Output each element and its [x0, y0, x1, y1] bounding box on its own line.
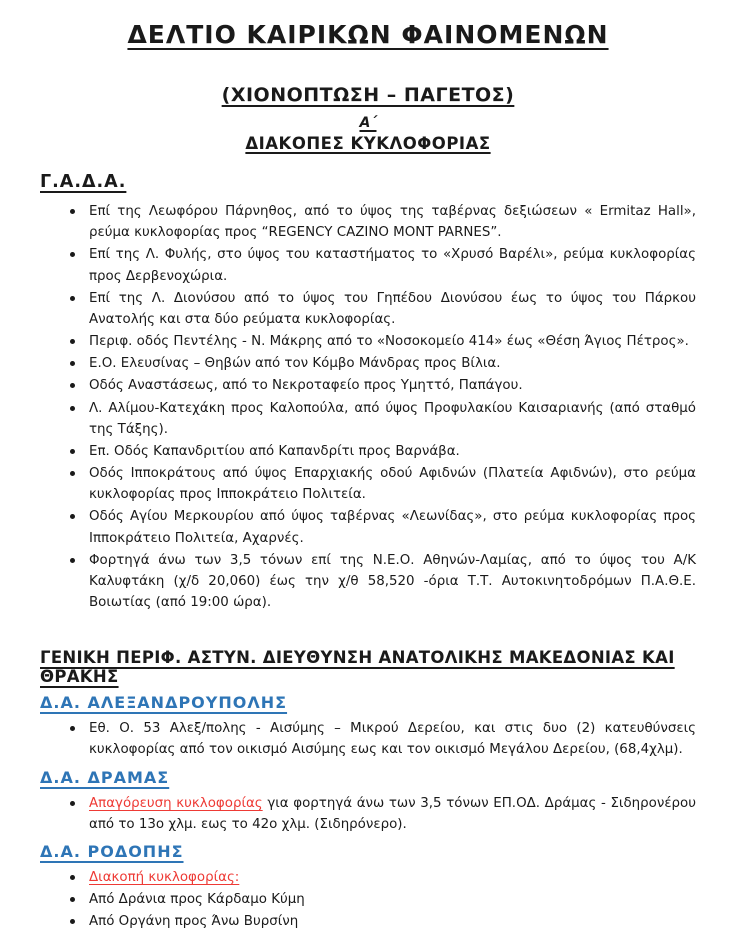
alexandroupolis-closure-list [40, 718, 696, 760]
section-title: ΔΙΑΚΟΠΕΣ ΚΥΚΛΟΦΟΡΙΑΣ [245, 134, 491, 153]
rodopi-closure-list [40, 867, 696, 932]
road-closure-item: Επί της Λ. Διονύσου από το ύψος του Γηπέδου Διονύσου έως το ύψος του Πάρκου Ανατολής και στα δύο ρεύματα κυκλοφορίας. [68, 288, 696, 330]
da-rodopi-heading: Δ.Α. ΡΟΔΟΠΗΣ [40, 841, 184, 861]
road-closure-item: Από Δράνια προς Κάρδαμο Κύμη [68, 889, 696, 910]
road-closure-item: Οδός Ιπποκράτους από ύψος Επαρχιακής οδού Αφιδνών (Πλατεία Αφιδνών), στο ρεύμα κυκλοφορίας προς Ιπποκράτειο Πολιτεία. [68, 463, 696, 505]
da-alexandroupolis-heading: Δ.Α. ΑΛΕΞΑΝΔΡΟΥΠΟΛΗΣ [40, 693, 288, 713]
road-closure-item: Φορτηγά άνω των 3,5 τόνων επί της Ν.Ε.Ο. Αθηνών-Λαμίας, από το ύψος του Α/Κ Καλυφτάκη (χ/δ 20,060) έως την χ/θ 58,520 -όρια Τ.Τ. Αυτοκινητοδρόμων Π.Α.Θ.Ε. Βοιωτίας (από 19:00 ώρα). [68, 550, 696, 614]
road-closure-item [68, 867, 696, 888]
road-closure-item: Επ. Οδός Καπανδριτίου από Καπανδρίτι προς Βαρνάβα. [68, 441, 696, 462]
road-closure-item: Επί της Λεωφόρου Πάρνηθος, από το ύψος της ταβέρνας δεξιώσεων « Ermitaz Hall», ρεύμα κυκλοφορίας προς “REGENCY CAZINO MONT PARNES”. [68, 201, 696, 243]
road-closure-item: Ε.Ο. Ελευσίνας – Θηβών από τον Κόμβο Μάνδρας προς Βίλια. [68, 353, 696, 374]
road-closure-item: Επί της Λ. Φυλής, στο ύψος του καταστήματος το «Χρυσό Βαρέλι», ρεύμα κυκλοφορίας προς Δερβενοχώρια. [68, 244, 696, 286]
page-title: ΔΕΛΤΙΟ ΚΑΙΡΙΚΩΝ ΦΑΙΝΟΜΕΝΩΝ [127, 20, 609, 49]
traffic-ban-label: Απαγόρευση κυκλοφορίας [89, 795, 263, 811]
road-closure-item: Οδός Αναστάσεως, από το Νεκροταφείο προς Υμηττό, Παπάγου. [68, 375, 696, 396]
weather-subtitle: (ΧΙΟΝΟΠΤΩΣΗ – ΠΑΓΕΤΟΣ) [221, 84, 515, 106]
road-closure-item: Οδός Αγίου Μερκουρίου από ύψος ταβέρνας «Λεωνίδας», στο ρεύμα κυκλοφορίας προς Ιπποκράτειο Πολιτεία, Αχαρνές. [68, 506, 696, 548]
da-drama-heading: Δ.Α. ΔΡΑΜΑΣ [40, 767, 170, 787]
drama-closure-list [40, 793, 696, 835]
road-closure-item: Λ. Αλίμου-Κατεχάκη προς Καλοπούλα, από ύψος Προφυλακίου Καισαριανής (από σταθμό της Τάξης). [68, 398, 696, 440]
gada-heading: Γ.Α.Δ.Α. [40, 172, 127, 192]
region-heading: ΓΕΝΙΚΗ ΠΕΡΙΦ. ΑΣΤΥΝ. ΔΙΕΥΘΥΝΣΗ ΑΝΑΤΟΛΙΚΗΣ ΜΑΚΕΔΟΝΙΑΣ ΚΑΙ ΘΡΑΚΗΣ [40, 648, 675, 687]
road-closure-item: Εθ. Ο. 53 Αλεξ/πολης - Αισύμης – Μικρού Δερείου, και στις δυο (2) κατευθύνσεις κυκλοφορίας από τον οικισμό Αισύμης εως και τον οικισμό Μεγάλου Δερείου, (68,4χλμ). [68, 718, 696, 760]
road-closure-item: Περιφ. οδός Πεντέλης - Ν. Μάκρης από το «Νοσοκομείο 414» έως «Θέση Άγιος Πέτρος». [68, 331, 696, 352]
traffic-ban-detail: για φορτηγά άνω των 3,5 τόνων ΕΠ.ΟΔ. Δράμας - Σιδηρονέρου από το 13ο χλμ. εως το 42ο χλμ. (Σιδηρόνερο). [89, 795, 696, 832]
road-closure-item: Από Οργάνη προς Άνω Βυρσίνη [68, 911, 696, 932]
section-letter: Α΄ [359, 115, 377, 131]
traffic-interruption-label: Διακοπή κυκλοφορίας: [89, 869, 240, 885]
road-closure-item [68, 793, 696, 835]
gada-closure-list [40, 201, 696, 613]
